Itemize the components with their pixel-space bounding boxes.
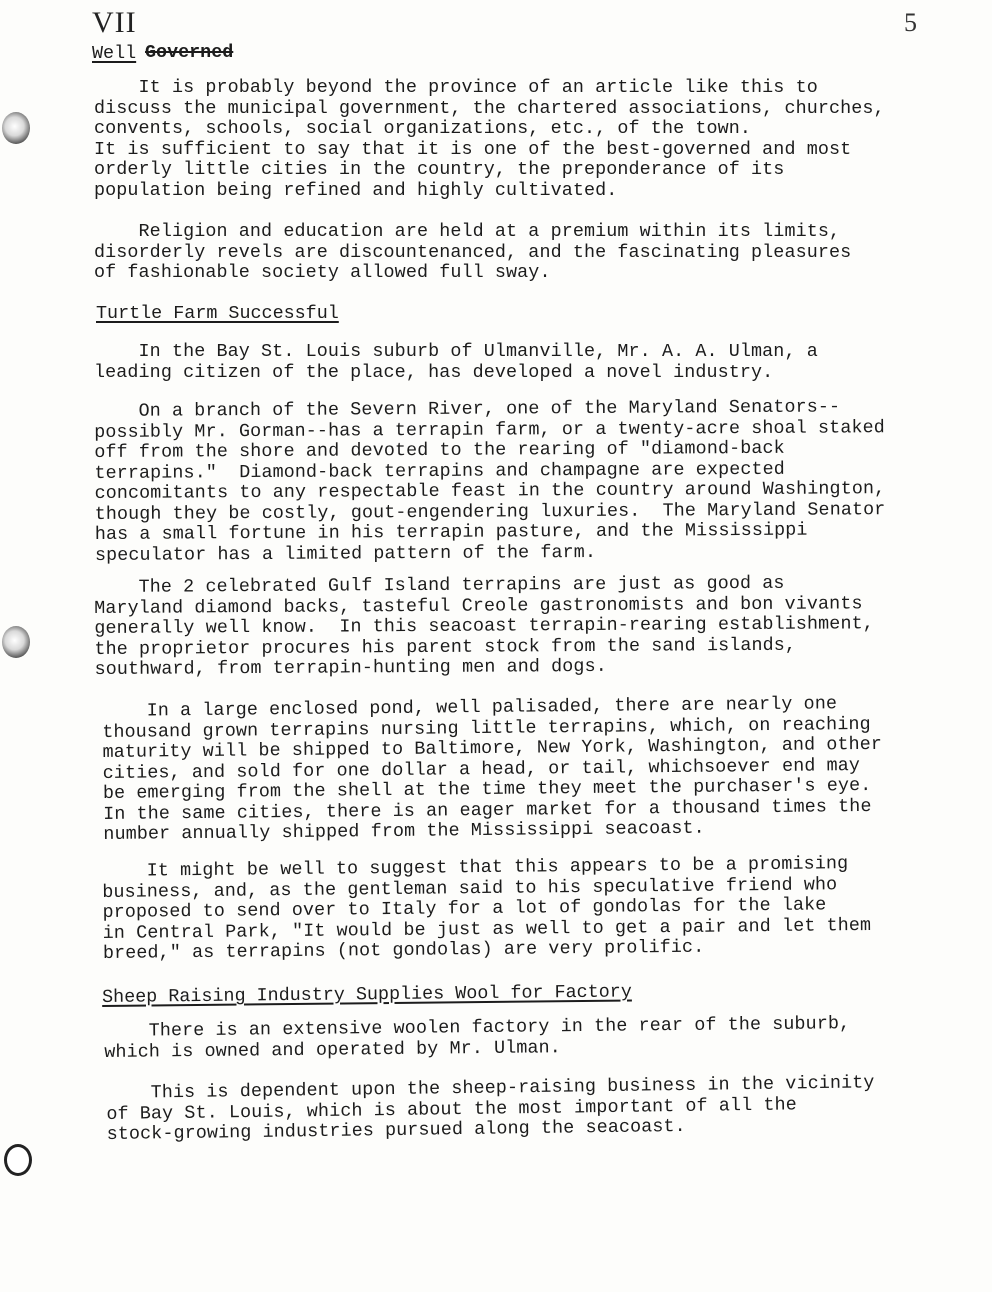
paragraph-enclosed-pond: In a large enclosed pond, well palisaded, there are nearly one thousand grown terrapins nursing little terrapins, which, on reaching maturity will be shipped to Baltimore, New York, Washington, and other cities, and sold for one dollar a head, or tail, whichsoever end may be emerging from the shell at the time they meet the purchaser's eye. In the same cities, there is an eager market for a thousand times the number annually shipped from the Mississippi seacoast. [101, 693, 883, 845]
heading-governed-struck: Governed [145, 42, 234, 63]
paragraph-woolen-factory: There is an extensive woolen factory in the rear of the suburb, which is owned and operated by Mr. Ulman. [103, 1013, 851, 1063]
paragraph-religion-education: Religion and education are held at a premium within its limits, disorderly revels are discountenanced, and the fascinating pleasures of fashionable society allowed full sway. [94, 221, 852, 283]
binder-hole-top [2, 112, 30, 144]
heading-turtle-farm: Turtle Farm Successful [96, 303, 339, 324]
paragraph-municipal-government: It is probably beyond the province of an article like this to discuss the municipal government, the chartered associations, churches, convents, schools, social organizations, etc., of the town. It is sufficient to say that it is one of the best-governed and most orderly little cities in the country, the preponderance of its population being refined and highly cultivated. [94, 77, 885, 201]
section-numeral: VII [92, 6, 137, 39]
paragraph-promising-business: It might be well to suggest that this appears to be a promising business, and, as the gentleman said to his speculative friend who proposed to send over to Italy for a lot of gondolas for the lake in Central Park, "It would be just as well to get a pair and let them breed," as terrapins (not gondolas) are very prolific. [101, 853, 872, 964]
paragraph-severn-river: On a branch of the Severn River, one of the Maryland Senators-- possibly Mr. Gorman--has a terrapin farm, or a twenty-acre shoal staked off from the shore and devoted to the rearing of "diamond-back terrapins." Diamond-back terrapins and champagne are expected concomitants to any respectable feast in the country around Washington, though they be costly, gout-engendering luxuries. The Maryland Senator has a small fortune in his terrapin pasture, and the Mississippi speculator has a limited pattern of the farm. [93, 396, 886, 566]
heading-sheep-raising: Sheep Raising Industry Supplies Wool for Factory [101, 981, 632, 1008]
heading-well: Well [92, 43, 137, 64]
paragraph-ulmanville: In the Bay St. Louis suburb of Ulmanville, Mr. A. A. Ulman, a leading citizen of the place, has developed a novel industry. [94, 341, 818, 383]
paragraph-sheep-business: This is dependent upon the sheep-raising business in the vicinity of Bay St. Louis, which is about the most important of all the stock-growing industries pursued along the seacoast. [105, 1072, 875, 1145]
binder-hole-bottom [4, 1144, 32, 1176]
paragraph-gulf-island: The 2 celebrated Gulf Island terrapins are just as good as Maryland diamond backs, tasteful Creole gastronomists and bon vivants generally well know. In this seacoast terrapin-rearing establishment, the proprietor procures his parent stock from the sand islands, southward, from terrapin-hunting men and dogs. [93, 572, 874, 680]
page-number: 5 [904, 8, 917, 37]
binder-hole-middle [2, 626, 30, 658]
